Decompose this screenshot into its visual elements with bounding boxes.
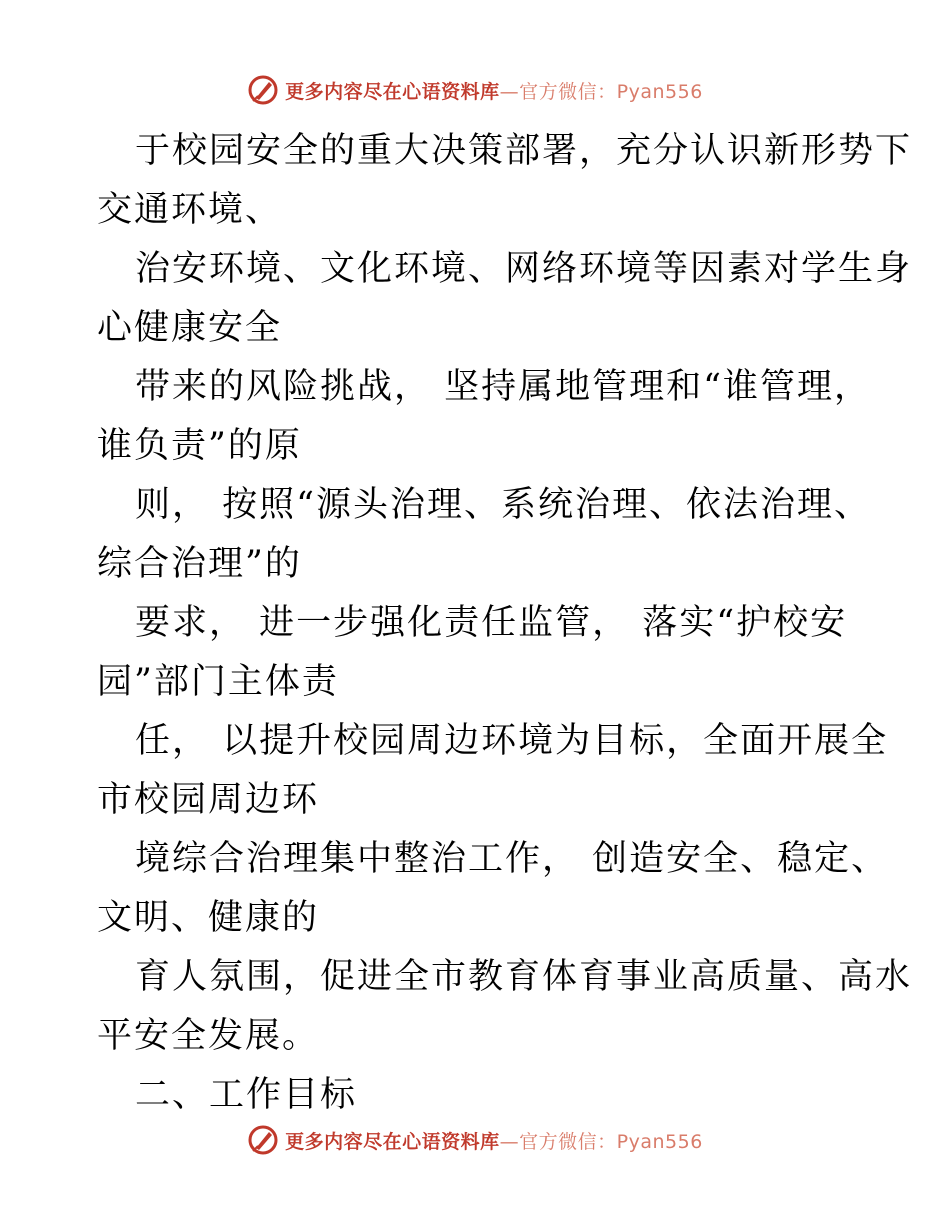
body-line: 治安环境、文化环境、网络环境等因素对学生身	[135, 249, 913, 289]
body-line: 则， 按照“源头治理、系统治理、依法治理、	[135, 485, 872, 525]
body-line: 市校园周边环	[97, 780, 320, 820]
header-watermark-main: 更多内容尽在心语资料库	[285, 80, 500, 103]
footer-watermark	[0, 1120, 950, 1160]
header-watermark	[0, 70, 950, 110]
body-line: 于校园安全的重大决策部署，充分认识新形势下	[135, 131, 913, 171]
body-line: 谁负责”的原	[97, 426, 302, 466]
footer-watermark-inner	[247, 1124, 703, 1156]
body-line: 综合治理”的	[97, 544, 302, 584]
quill-logo-icon	[247, 1124, 279, 1156]
body-line: 育人氛围，促进全市教育体育事业高质量、高水	[135, 957, 913, 997]
body-line: 平安全发展。	[97, 1016, 320, 1056]
body-line: 带来的风险挑战， 坚持属地管理和“谁管理，	[135, 367, 872, 407]
body-line: 文明、健康的	[97, 898, 320, 938]
header-watermark-rest: —官方微信：Pyan556	[499, 80, 703, 103]
body-line: 任， 以提升校园周边环境为目标，全面开展全	[135, 721, 889, 761]
header-watermark-text	[285, 77, 703, 104]
body-line: 心健康安全	[97, 308, 283, 348]
footer-watermark-text	[285, 1127, 703, 1154]
body-line: 要求， 进一步强化责任监管， 落实“护校安	[135, 603, 848, 643]
quill-logo-icon	[247, 74, 279, 106]
body-line: 交通环境、	[97, 190, 283, 230]
section-heading: 二、工作目标	[135, 1075, 358, 1115]
body-line: 园”部门主体责	[97, 662, 339, 702]
footer-watermark-main: 更多内容尽在心语资料库	[285, 1130, 500, 1153]
body-text	[97, 122, 913, 1125]
header-watermark-inner	[247, 74, 703, 106]
footer-watermark-rest: —官方微信：Pyan556	[499, 1130, 703, 1153]
body-line: 境综合治理集中整治工作， 创造安全、稳定、	[135, 839, 889, 879]
